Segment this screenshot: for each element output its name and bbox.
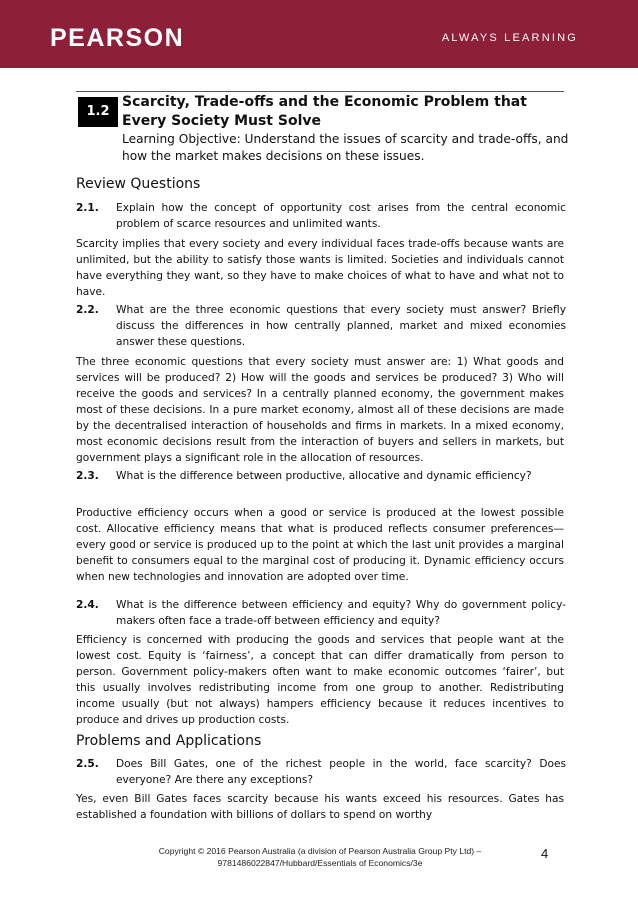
pearson-logo: PEARSON [50, 24, 185, 52]
problems-applications-heading: Problems and Applications [76, 733, 262, 749]
question-number: 2.5. [76, 758, 99, 770]
section-number-badge: 1.2 [78, 97, 118, 127]
question-text: What are the three economic questions that every society must answer? Briefly discuss the differences in how centrally planned, market and mixed economies answer these questions. [116, 304, 566, 348]
question-number: 2.3. [76, 470, 99, 482]
question-2-4 [76, 597, 566, 629]
section-title: Scarcity, Trade-offs and the Economic Problem that Every Society Must Solve [122, 94, 527, 129]
question-2-3 [76, 468, 566, 484]
copyright-line-2: 9781486022847/Hubbard/Essentials of Economics/3e [217, 858, 423, 868]
answer-2-3: Productive efficiency occurs when a good or service is produced at the lowest possible cost. Allocative efficiency means that what is produced reflects consumer preferences—every good or service is produced up to the point at which the last unit provides a marginal benefit to consumers equal to the marginal cost of producing it. Dynamic efficiency occurs when new technologies and innovation are adopted over time. [76, 507, 564, 583]
question-text: What is the difference between efficiency and equity? Why do government policy-makers often face a trade-off between efficiency and equity? [116, 599, 566, 627]
question-number: 2.4. [76, 599, 99, 611]
answer-2-5: Yes, even Bill Gates faces scarcity because his wants exceed his resources. Gates has established a foundation with billions of dollars to spend on worthy [76, 793, 564, 821]
question-text: What is the difference between productive, allocative and dynamic efficiency? [116, 470, 532, 482]
pearson-banner [0, 0, 638, 68]
answer-2-1: Scarcity implies that every society and every individual faces trade-offs because wants are unlimited, but the ability to satisfy those wants is limited. Societies and individuals cannot have everything they want, so they have to make choices of what to have and what not to have. [76, 238, 564, 298]
question-number: 2.2. [76, 304, 99, 316]
question-text: Does Bill Gates, one of the richest people in the world, face scarcity? Does everyone? Are there any exceptions? [116, 758, 566, 786]
question-number: 2.1. [76, 202, 99, 214]
question-2-5 [76, 756, 566, 788]
review-questions-heading: Review Questions [76, 176, 201, 192]
section-rule [76, 91, 564, 92]
copyright-line-1: Copyright © 2016 Pearson Australia (a division of Pearson Australia Group Pty Ltd) – [158, 846, 482, 856]
copyright-footer [140, 845, 500, 869]
answer-2-2: The three economic questions that every society must answer are: 1) What goods and services will be produced? 2) How will the goods and services be produced? 3) Who will receive the goods and services? In a centrally planned economy, the government makes most of these decisions. In a pure market economy, almost all of these decisions are made by the decentralised interaction of households and firms in markets. In a mixed economy, most economic decisions result from the interaction of buyers and sellers in markets, but government plays a significant role in the allocation of resources. [76, 356, 564, 464]
tagline: ALWAYS LEARNING [441, 32, 578, 44]
page-number: 4 [541, 846, 549, 861]
question-2-2 [76, 302, 566, 350]
learning-objective: Learning Objective: Understand the issues of scarcity and trade-offs, and how the market makes decisions on these issues. [122, 132, 569, 163]
question-2-1 [76, 200, 566, 232]
answer-2-4: Efficiency is concerned with producing the goods and services that people want at the lowest cost. Equity is ‘fairness’, a concept that can differ dramatically from person to person. Government policy-makers often want to make economic outcomes ‘fairer’, but this usually involves redistributing income from one group to another. Redistributing income usually (but not always) hampers efficiency because it reduces incentives to produce and drives up production costs. [76, 634, 564, 726]
question-text: Explain how the concept of opportunity cost arises from the central economic problem of scarce resources and unlimited wants. [116, 202, 566, 230]
